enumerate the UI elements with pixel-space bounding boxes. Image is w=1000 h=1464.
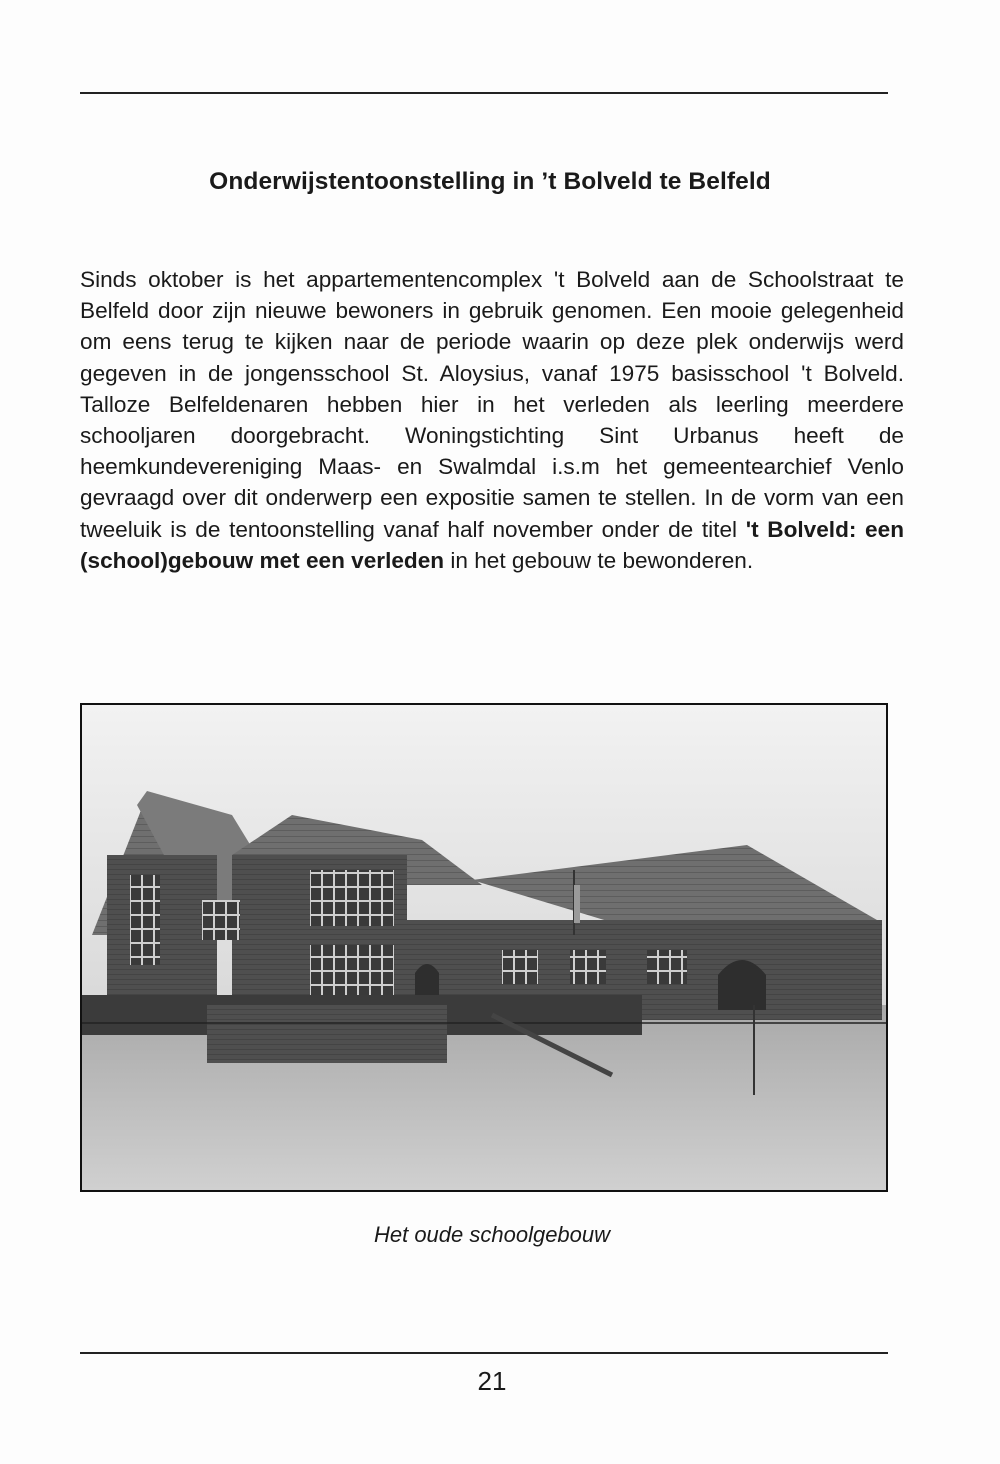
paragraph-text-end: in het gebouw te bewonderen. <box>444 547 754 573</box>
article-paragraph <box>80 264 904 576</box>
exhibition-title: 't Bolveld: een (school)gebouw met een verleden <box>80 516 904 573</box>
article-title: Onderwijstentoonstelling in ’t Bolveld te Belfeld <box>209 168 771 195</box>
top-rule <box>80 92 888 94</box>
page-number: 21 <box>477 1366 507 1396</box>
paragraph-text: Sinds oktober is het appartementencomplex 't Bolveld aan de Schoolstraat te Belfeld door zijn nieuwe bewoners in gebruik genomen. Een mooie gelegenheid om eens terug te kijken naar de periode waarin op deze plek onderwijs werd gegeven in de jongensschool St. Aloysius, vanaf 1975 basisschool 't Bolveld. Talloze Belfeldenaren hebben hier in het verleden als leerling meerdere schooljaren doorgebracht. Woningstichting Sint Urbanus heeft de heemkundevereniging Maas- en Swalmdal i.s.m het gemeentearchief Venlo gevraagd over dit onderwerp een expositie samen te stellen. In de vorm van een tweeluik is de tentoonstelling vanaf half november onder de titel <box>80 267 904 542</box>
photo-caption: Het oude schoolgebouw <box>373 1222 611 1247</box>
bottom-rule <box>80 1352 888 1354</box>
school-photo <box>80 703 888 1192</box>
